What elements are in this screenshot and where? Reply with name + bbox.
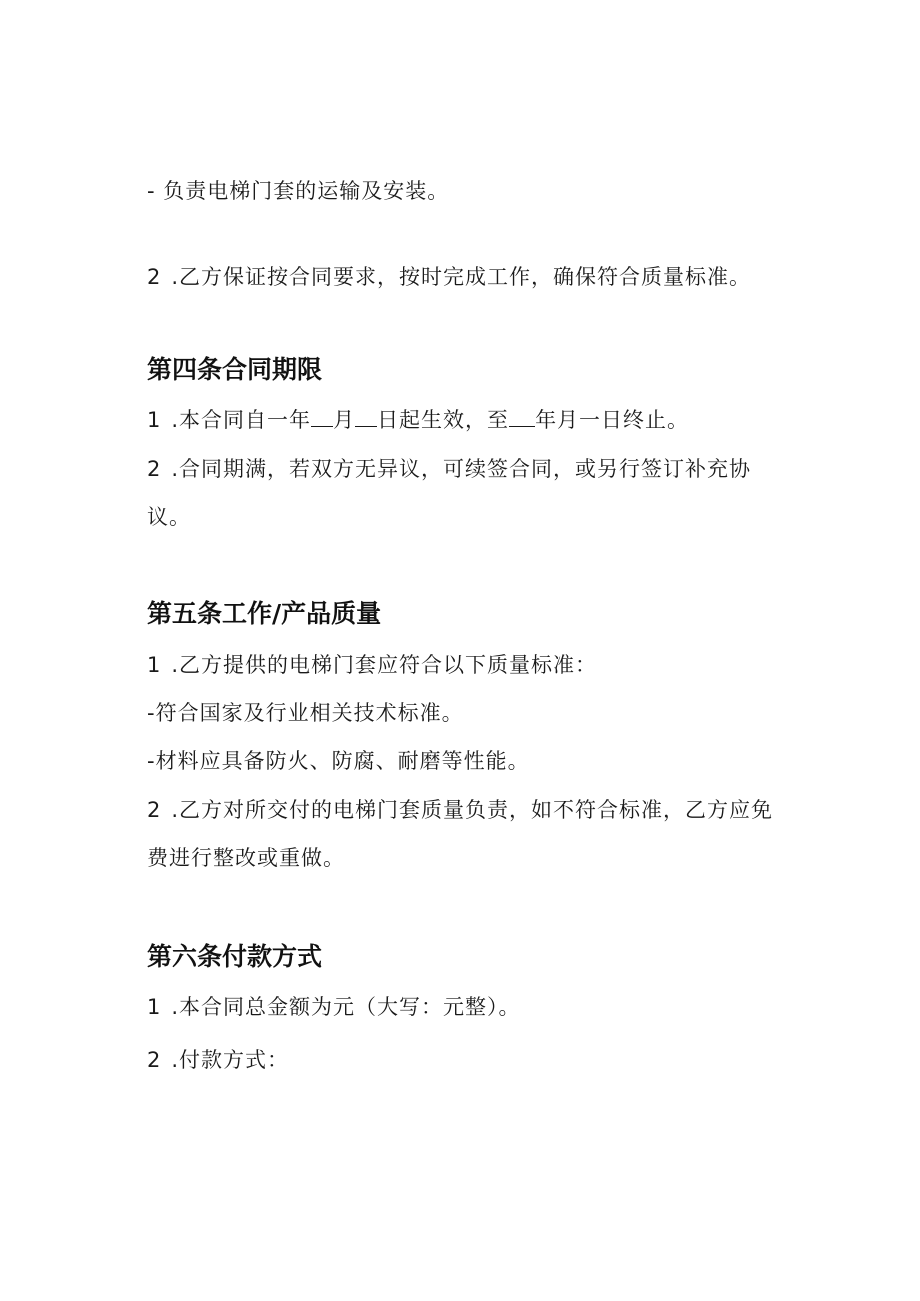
item-text: .乙方提供的电梯门套应符合以下质量标准： bbox=[171, 653, 598, 677]
item-number: 1 bbox=[147, 408, 162, 432]
blank-line bbox=[311, 406, 333, 427]
sec4-item-2 bbox=[147, 454, 751, 484]
sec5-bullet-2: -材料应具备防火、防腐、耐磨等性能。 bbox=[147, 749, 530, 773]
item-text: .付款方式： bbox=[171, 1048, 290, 1072]
item-number: 2 bbox=[147, 265, 162, 289]
sec5-bullet-1: -符合国家及行业相关技术标准。 bbox=[147, 701, 464, 725]
item-text: .合同期满，若双方无异议，可续签合同，或另行签订补充协 bbox=[171, 457, 752, 481]
item-number: 2 bbox=[147, 1048, 162, 1072]
blank-line bbox=[355, 406, 377, 427]
sec4-item-1 bbox=[147, 405, 689, 435]
section-4-heading: 第四条合同期限 bbox=[147, 355, 323, 384]
item-text-part: 年月一日终止。 bbox=[535, 408, 690, 432]
sec5-item-2 bbox=[147, 795, 773, 825]
section-6-heading: 第六条付款方式 bbox=[147, 942, 323, 971]
item-text: .乙方保证按合同要求，按时完成工作，确保符合质量标准。 bbox=[171, 265, 752, 289]
sec6-item-2 bbox=[147, 1045, 289, 1075]
blank-line bbox=[509, 406, 535, 427]
item-number: 2 bbox=[147, 798, 162, 822]
item-text-part: .本合同自一年 bbox=[171, 408, 312, 432]
sec5-item-2-cont: 费进行整改或重做。 bbox=[147, 846, 345, 870]
install-item bbox=[147, 176, 449, 206]
sec5-item-1 bbox=[147, 650, 597, 680]
item-text-part: 日起生效，至 bbox=[377, 408, 510, 432]
section-5-heading: 第五条工作/产品质量 bbox=[147, 599, 382, 628]
item-number: 1 bbox=[147, 653, 162, 677]
sec4-item-2-cont: 议。 bbox=[147, 505, 191, 529]
item-text-part: 月 bbox=[333, 408, 356, 432]
item-text: .乙方对所交付的电梯门套质量负责，如不符合标准，乙方应免 bbox=[171, 798, 774, 822]
install-item-text: - 负责电梯门套的运输及安装。 bbox=[147, 179, 450, 203]
sec6-item-1 bbox=[147, 992, 521, 1022]
item-number: 1 bbox=[147, 995, 162, 1019]
item-number: 2 bbox=[147, 457, 162, 481]
item-text: .本合同总金额为元（大写：元整）。 bbox=[171, 995, 521, 1019]
sec3-item-2 bbox=[147, 262, 751, 292]
